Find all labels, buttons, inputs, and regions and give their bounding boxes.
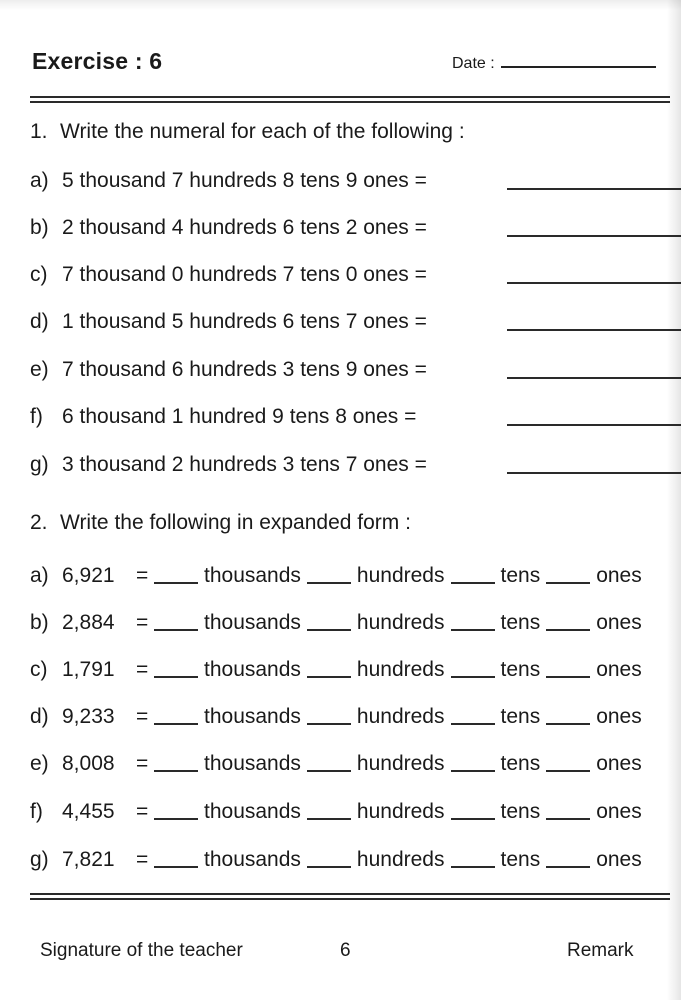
equals-sign: =: [136, 800, 149, 823]
tens-label: tens: [500, 752, 541, 775]
tens-label: tens: [500, 658, 541, 681]
answer-blank[interactable]: [507, 173, 681, 190]
hundreds-blank[interactable]: [307, 805, 351, 820]
item-statement: 3 thousand 2 hundreds 3 tens 7 ones =: [62, 453, 427, 476]
question-1-heading: [30, 120, 465, 144]
tens-blank[interactable]: [451, 805, 495, 820]
question-2-item-a: [30, 561, 675, 591]
question-1-item-g: [30, 450, 675, 480]
ones-blank[interactable]: [546, 853, 590, 868]
equals-sign: =: [136, 658, 149, 681]
ones-blank[interactable]: [546, 569, 590, 584]
thousands-blank[interactable]: [154, 757, 198, 772]
ones-label: ones: [596, 658, 642, 681]
question-2-text: Write the following in expanded form :: [60, 511, 411, 534]
page-footer: [30, 940, 675, 970]
question-2-item-e: [30, 749, 675, 779]
item-letter: a): [30, 169, 49, 192]
thousands-blank[interactable]: [154, 853, 198, 868]
item-letter: g): [30, 848, 49, 871]
question-1-item-a: [30, 166, 675, 196]
hundreds-blank[interactable]: [307, 757, 351, 772]
ones-blank[interactable]: [546, 663, 590, 678]
item-letter: d): [30, 705, 49, 728]
hundreds-label: hundreds: [356, 848, 445, 871]
equals-sign: =: [136, 848, 149, 871]
hundreds-blank[interactable]: [307, 710, 351, 725]
equals-sign: =: [136, 705, 149, 728]
item-number: 8,008: [62, 752, 115, 775]
thousands-label: thousands: [204, 848, 301, 871]
item-letter: b): [30, 216, 49, 239]
question-1-item-e: [30, 355, 675, 385]
thousands-label: thousands: [204, 752, 301, 775]
item-letter: c): [30, 263, 48, 286]
equals-sign: =: [136, 752, 149, 775]
item-statement: 7 thousand 6 hundreds 3 tens 9 ones =: [62, 358, 427, 381]
question-2-item-f: [30, 797, 675, 827]
tens-label: tens: [500, 611, 541, 634]
item-number: 4,455: [62, 800, 115, 823]
item-letter: e): [30, 358, 49, 381]
equals-sign: =: [136, 611, 149, 634]
question-1-number: 1.: [30, 120, 48, 143]
question-2-item-b: [30, 608, 675, 638]
ones-label: ones: [596, 848, 642, 871]
date-label: Date :: [452, 55, 495, 72]
answer-blank[interactable]: [507, 457, 681, 474]
item-letter: e): [30, 752, 49, 775]
remark-label: Remark: [567, 940, 634, 961]
question-1-item-f: [30, 402, 675, 432]
ones-label: ones: [596, 611, 642, 634]
hundreds-label: hundreds: [356, 611, 445, 634]
tens-blank[interactable]: [451, 569, 495, 584]
question-1-item-b: [30, 213, 675, 243]
tens-blank[interactable]: [451, 663, 495, 678]
item-number: 7,821: [62, 848, 115, 871]
equals-sign: =: [136, 564, 149, 587]
hundreds-label: hundreds: [356, 800, 445, 823]
question-2-item-d: [30, 702, 675, 732]
thousands-blank[interactable]: [154, 569, 198, 584]
item-number: 1,791: [62, 658, 115, 681]
item-statement: 2 thousand 4 hundreds 6 tens 2 ones =: [62, 216, 427, 239]
hundreds-blank[interactable]: [307, 663, 351, 678]
signature-label: Signature of the teacher: [40, 940, 243, 961]
item-letter: d): [30, 310, 49, 333]
date-input-blank[interactable]: [501, 50, 656, 68]
tens-blank[interactable]: [451, 853, 495, 868]
tens-blank[interactable]: [451, 710, 495, 725]
ones-label: ones: [596, 752, 642, 775]
ones-label: ones: [596, 705, 642, 728]
date-field-group: [452, 50, 656, 73]
hundreds-blank[interactable]: [307, 853, 351, 868]
item-number: 6,921: [62, 564, 115, 587]
answer-blank[interactable]: [507, 314, 681, 331]
tens-blank[interactable]: [451, 616, 495, 631]
header-divider: [30, 96, 670, 102]
thousands-label: thousands: [204, 658, 301, 681]
item-statement: 6 thousand 1 hundred 9 tens 8 ones =: [62, 405, 417, 428]
thousands-blank[interactable]: [154, 805, 198, 820]
ones-blank[interactable]: [546, 616, 590, 631]
tens-label: tens: [500, 564, 541, 587]
question-2-heading: [30, 511, 411, 535]
hundreds-label: hundreds: [356, 752, 445, 775]
thousands-label: thousands: [204, 800, 301, 823]
ones-blank[interactable]: [546, 805, 590, 820]
tens-label: tens: [500, 800, 541, 823]
page-number: 6: [340, 940, 351, 961]
ones-blank[interactable]: [546, 710, 590, 725]
answer-blank[interactable]: [507, 362, 681, 379]
hundreds-label: hundreds: [356, 658, 445, 681]
answer-blank[interactable]: [507, 220, 681, 237]
exercise-title: Exercise : 6: [32, 48, 163, 74]
item-statement: 7 thousand 0 hundreds 7 tens 0 ones =: [62, 263, 427, 286]
item-letter: b): [30, 611, 49, 634]
thousands-blank[interactable]: [154, 663, 198, 678]
thousands-label: thousands: [204, 564, 301, 587]
tens-label: tens: [500, 705, 541, 728]
ones-label: ones: [596, 800, 642, 823]
item-letter: g): [30, 453, 49, 476]
question-1-text: Write the numeral for each of the following :: [60, 120, 465, 143]
ones-label: ones: [596, 564, 642, 587]
item-statement: 5 thousand 7 hundreds 8 tens 9 ones =: [62, 169, 427, 192]
item-letter: f): [30, 800, 43, 823]
thousands-blank[interactable]: [154, 616, 198, 631]
item-letter: c): [30, 658, 48, 681]
hundreds-blank[interactable]: [307, 569, 351, 584]
thousands-label: thousands: [204, 611, 301, 634]
item-letter: f): [30, 405, 43, 428]
question-2-item-c: [30, 655, 675, 685]
question-1-item-d: [30, 307, 675, 337]
question-2-item-g: [30, 845, 675, 875]
item-number: 2,884: [62, 611, 115, 634]
question-2-number: 2.: [30, 511, 48, 534]
tens-blank[interactable]: [451, 757, 495, 772]
thousands-blank[interactable]: [154, 710, 198, 725]
hundreds-label: hundreds: [356, 705, 445, 728]
item-statement: 1 thousand 5 hundreds 6 tens 7 ones =: [62, 310, 427, 333]
item-letter: a): [30, 564, 49, 587]
tens-label: tens: [500, 848, 541, 871]
question-1-item-c: [30, 260, 675, 290]
page-header: [32, 48, 672, 84]
ones-blank[interactable]: [546, 757, 590, 772]
answer-blank[interactable]: [507, 267, 681, 284]
hundreds-label: hundreds: [356, 564, 445, 587]
hundreds-blank[interactable]: [307, 616, 351, 631]
answer-blank[interactable]: [507, 409, 681, 426]
scan-shadow-top: [0, 0, 681, 10]
item-number: 9,233: [62, 705, 115, 728]
footer-divider: [30, 893, 670, 899]
thousands-label: thousands: [204, 705, 301, 728]
